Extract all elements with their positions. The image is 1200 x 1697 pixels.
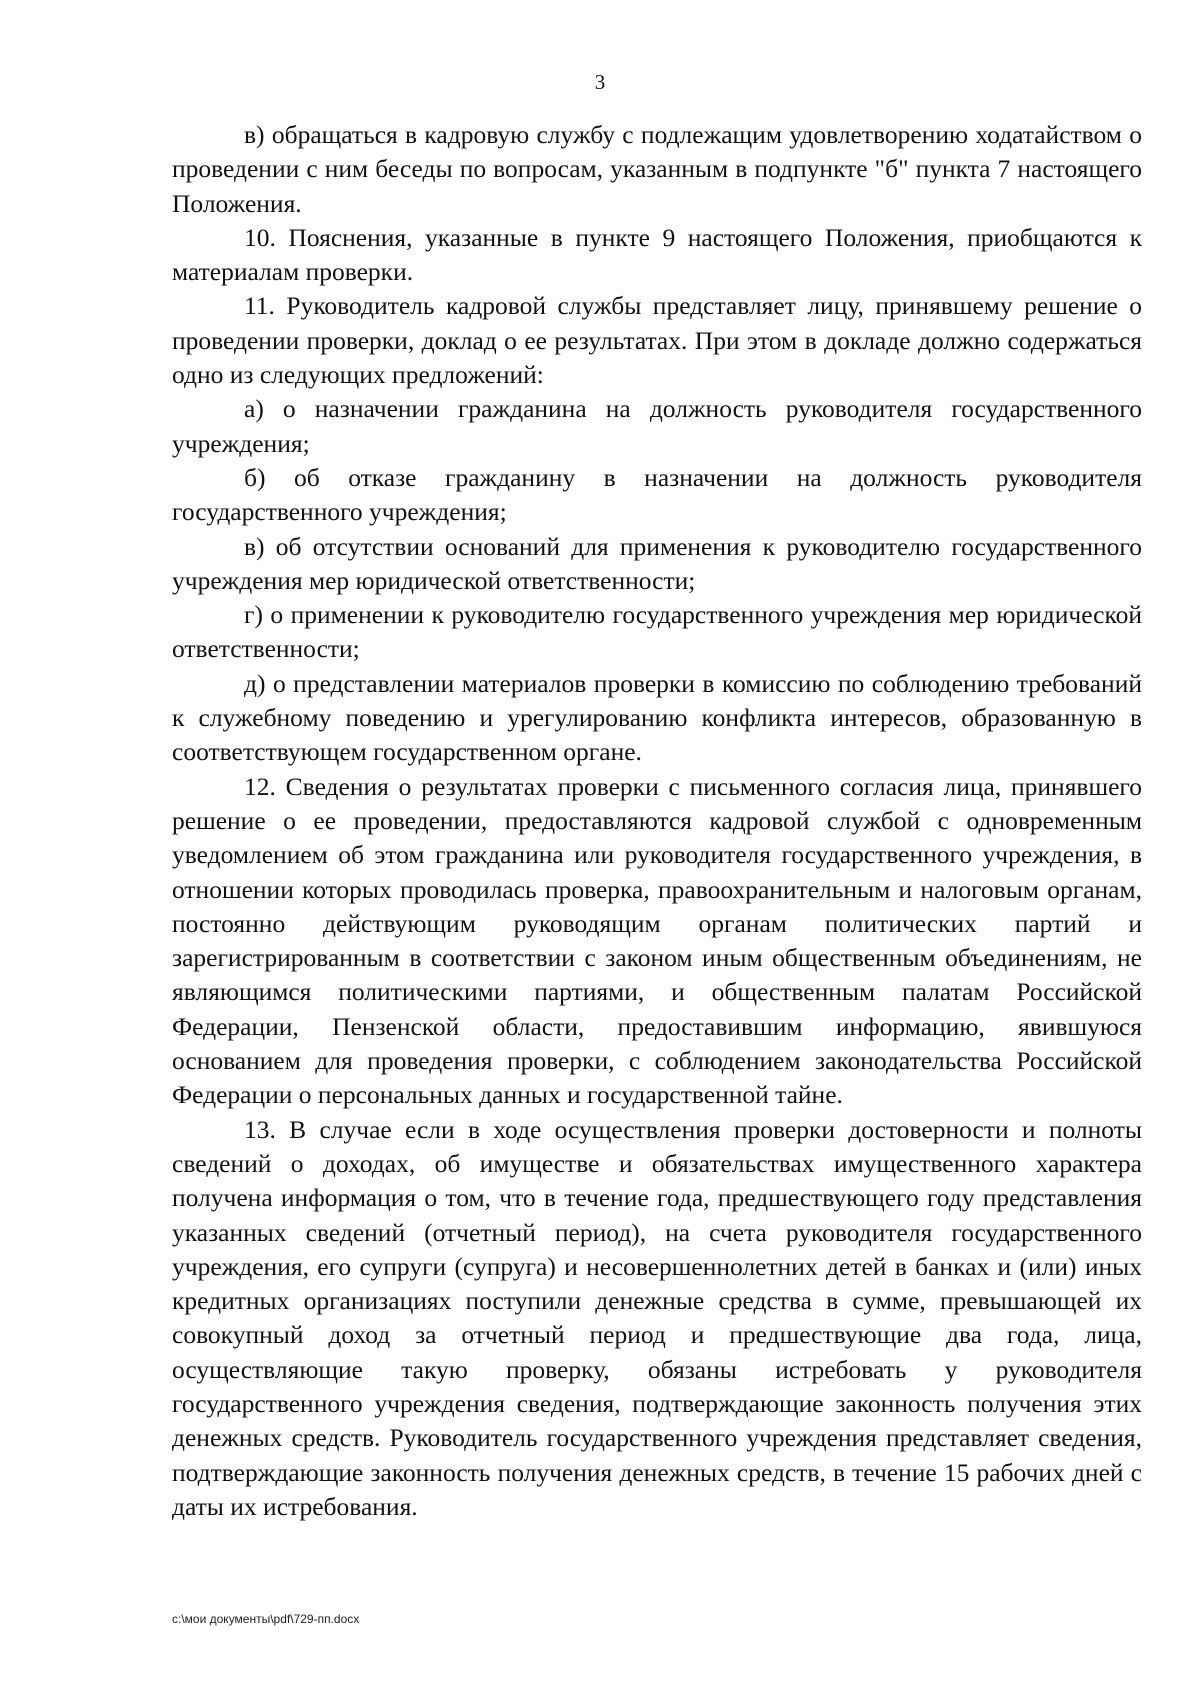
footer-file-path: c:\мои документы\pdf\729-пп.docx	[172, 1612, 360, 1626]
paragraph-11v: в) об отсутствии оснований для применения к руководителю государственного учреждения мер юридической ответственности;	[172, 531, 1142, 595]
paragraph-11b: б) об отказе гражданину в назначении на должность руководителя государственного учреждения;	[172, 462, 1142, 527]
paragraph-11d: д) о представлении материалов проверки в комиссию по соблюдению требований к служебному поведению и урегулированию конфликта интересов, образованную в соответствующем государственном органе.	[172, 668, 1142, 767]
paragraph-11g: г) о применении к руководителю государственного учреждения мер юридической ответственности;	[172, 600, 1142, 664]
paragraph-10: 10. Пояснения, указанные в пункте 9 настоящего Положения, приобщаются к материалам проверки.	[172, 222, 1142, 287]
document-body	[172, 118, 1142, 1524]
paragraph-11a: а) о назначении гражданина на должность руководителя государственного учреждения;	[172, 394, 1142, 458]
paragraph-13: 13. В случае если в ходе осуществления проверки достоверности и полноты сведений о доходах, об имуществе и обязательствах имущественного характера получена информация о том, что в течение года, предшествующего году представления указанных сведений (отчетный период), на счета руководителя государственного учреждения, его супруги (супруга) и несовершеннолетних детей в банках и (или) иных кредитных организациях поступили денежные средства в сумме, превышающей их совокупный доход за отчетный период и предшествующие два года, лица, осуществляющие такую проверку, обязаны истребовать у руководителя государственного учреждения сведения, подтверждающие законность получения этих денежных средств. Руководитель государственного учреждения представляет сведения, подтверждающие законность получения денежных средств, в течение 15 рабочих дней с даты их истребования.	[172, 1114, 1142, 1521]
paragraph-9v: в) обращаться в кадровую службу с подлежащим удовлетворению ходатайством о проведении с ним беседы по вопросам, указанным в подпункте "б" пункта 7 настоящего Положения.	[172, 120, 1142, 218]
paragraph-11: 11. Руководитель кадровой службы представляет лицу, принявшему решение о проведении проверки, доклад о ее результатах. При этом в докладе должно содержаться одно из следующих предложений:	[172, 291, 1142, 390]
page-number: 3	[594, 70, 606, 94]
paragraph-12: 12. Сведения о результатах проверки с письменного согласия лица, принявшего решение о ее проведении, предоставляются кадровой службой с одновременным уведомлением об этом гражданина или руководителя государственного учреждения, в отношении которых проводилась проверка, правоохранительным и налоговым органам, постоянно действующим руководящим органам политических партий и зарегистрированным в соответствии с законом иным общественным объединениям, не являющимся политическими партиями, и общественным палатам Российской Федерации, Пензенской области, предоставившим информацию, явившуюся основанием для проведения проверки, с соблюдением законодательства Российской Федерации о персональных данных и государственной тайне.	[172, 771, 1142, 1110]
